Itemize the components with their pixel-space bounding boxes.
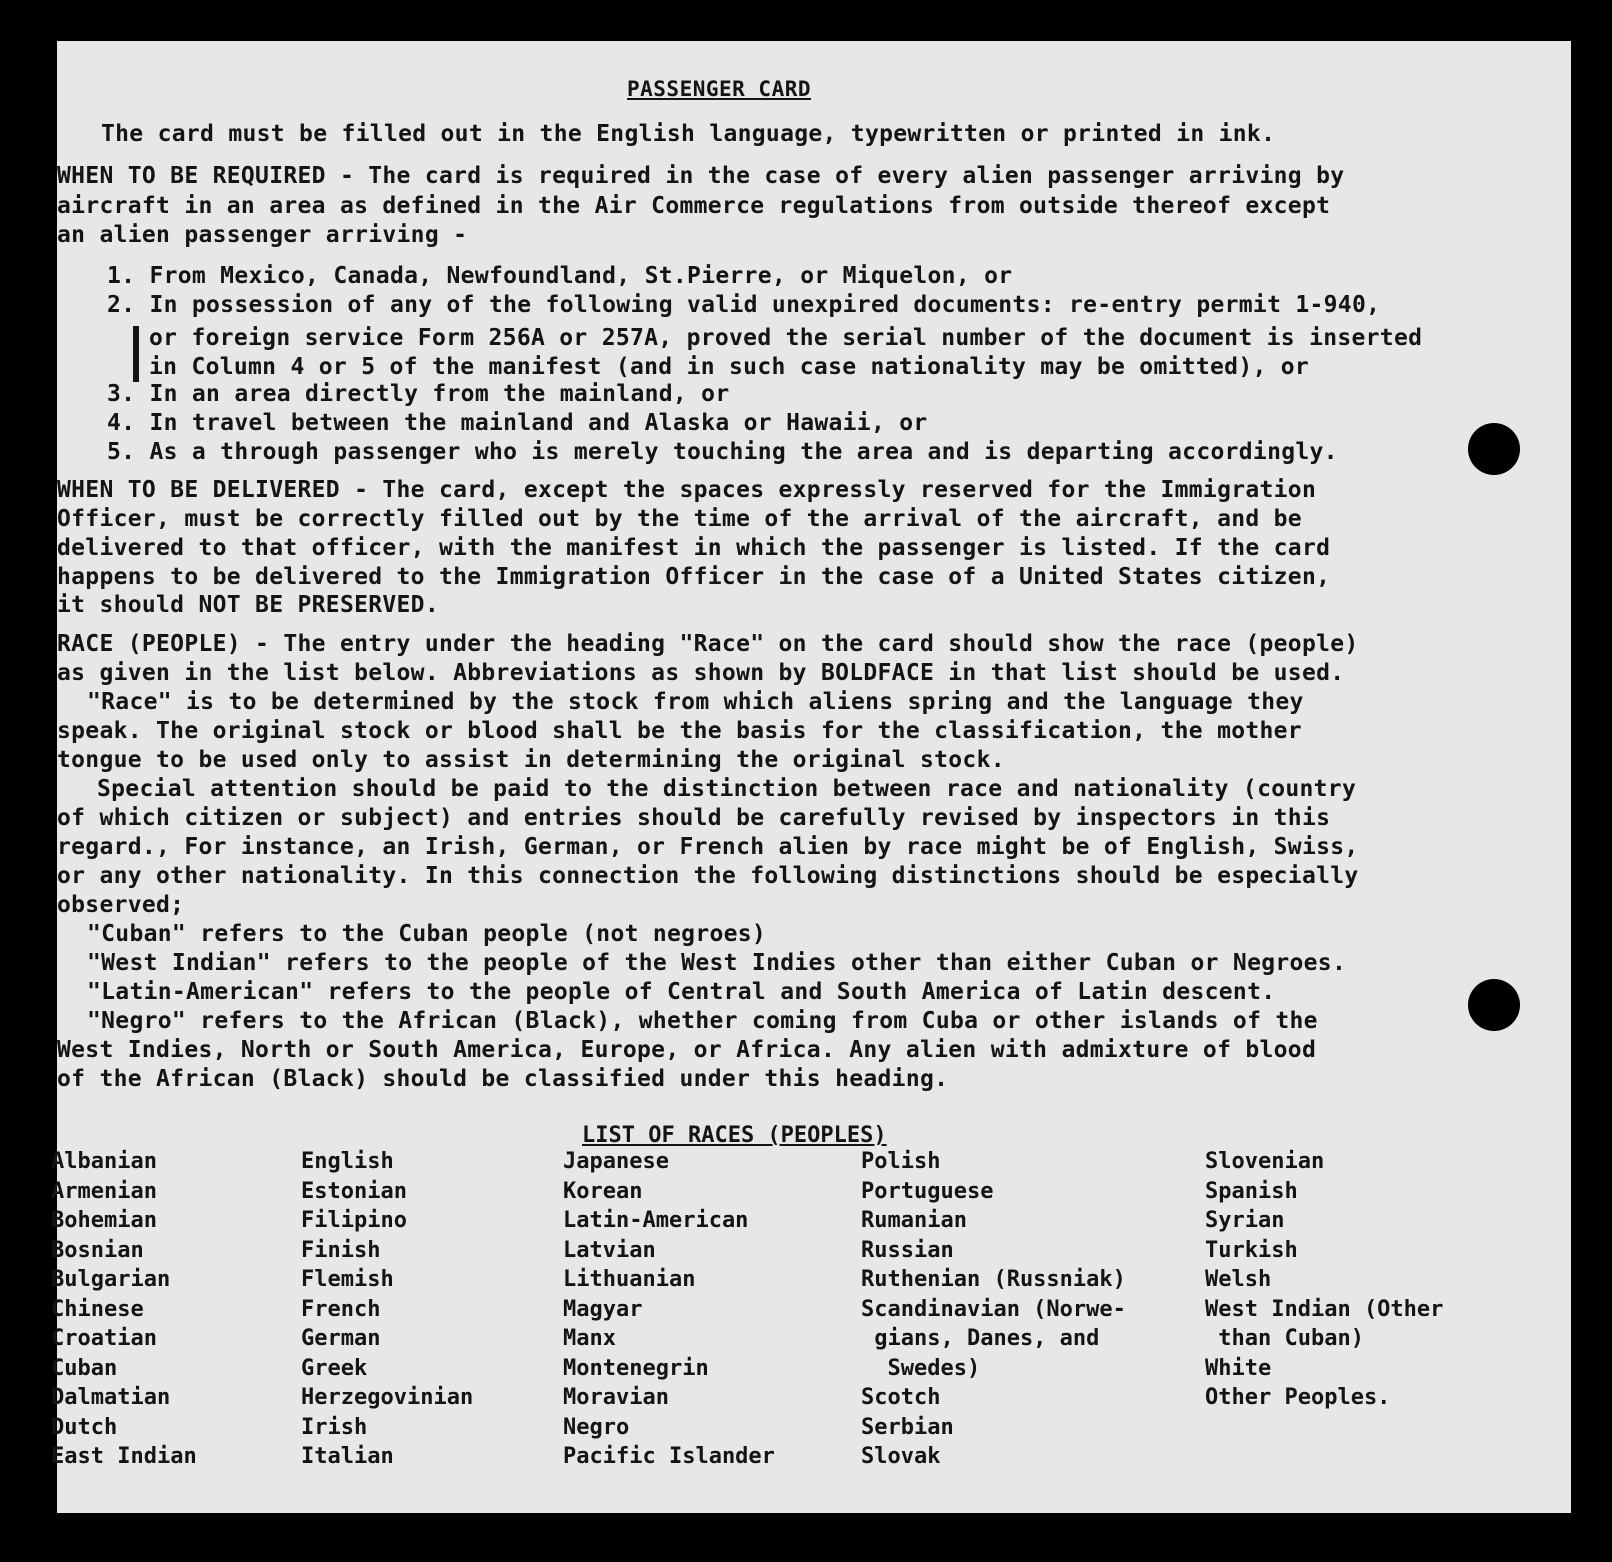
race-item: Cuban (51, 1355, 118, 1381)
race-line: of the African (Black) should be classified under this heading. (57, 1066, 949, 1092)
race-item: Finish (301, 1237, 381, 1263)
race-line: West Indies, North or South America, Europe, or Africa. Any alien with admixture of blood (57, 1037, 1317, 1063)
when-required-line: an alien passenger arriving - (57, 222, 468, 248)
race-line: "Cuban" refers to the Cuban people (not negroes) (87, 921, 767, 947)
race-line: observed; (57, 892, 185, 918)
race-item: Russian (861, 1237, 954, 1263)
race-line: as given in the list below. Abbreviations as shown by BOLDFACE in that list should be used. (57, 660, 1345, 686)
races-column-5 (1205, 1147, 1443, 1413)
race-item: Montenegrin (563, 1355, 709, 1381)
race-line: regard., For instance, an Irish, German, or French alien by race might be of English, Swiss, (57, 834, 1359, 860)
race-item: West Indian (Other (1205, 1296, 1444, 1322)
race-item: Manx (563, 1326, 616, 1351)
race-item: Latvian (563, 1237, 656, 1263)
race-item: Scandinavian (Norwe- (861, 1296, 1126, 1322)
race-item: Other Peoples. (1205, 1385, 1391, 1410)
races-column-2 (301, 1147, 473, 1472)
list-of-races-title: LIST OF RACES (PEOPLES) (582, 1123, 887, 1148)
race-item: Pacific Islander (563, 1444, 775, 1469)
race-item: Serbian (861, 1414, 954, 1440)
race-item: Chinese (51, 1296, 144, 1322)
race-line: "Race" is to be determined by the stock from which aliens spring and the language they (87, 689, 1304, 715)
punch-hole (1468, 423, 1520, 475)
race-line: or any other nationality. In this connection the following distinctions should be especially (57, 863, 1359, 889)
race-item: Korean (563, 1178, 643, 1204)
race-item: Japanese (563, 1149, 669, 1174)
race-item: Scotch (861, 1385, 941, 1410)
race-line: Special attention should be paid to the distinction between race and nationality (country (97, 776, 1357, 802)
exception-item: 2. In possession of any of the following valid unexpired documents: re-entry permit 1-940, (107, 292, 1381, 318)
when-delivered-line: happens to be delivered to the Immigration Officer in the case of a United States citizen, (57, 564, 1331, 590)
exception-item: or foreign service Form 256A or 257A, proved the serial number of the document is inserted (149, 325, 1423, 351)
race-item: Magyar (563, 1296, 643, 1322)
race-line: "Negro" refers to the African (Black), whether coming from Cuba or other islands of the (87, 1008, 1318, 1034)
race-line: "Latin-American" refers to the people of Central and South America of Latin descent. (87, 979, 1276, 1005)
race-item: French (301, 1296, 381, 1322)
race-item: gians, Danes, and (861, 1326, 1100, 1351)
race-item: Welsh (1205, 1267, 1272, 1292)
race-item: Bosnian (51, 1237, 144, 1263)
race-item: Ruthenian (Russniak) (861, 1267, 1126, 1292)
races-column-3 (563, 1147, 775, 1472)
race-item: White (1205, 1355, 1272, 1381)
race-item: Syrian (1205, 1208, 1285, 1233)
race-item: Dutch (51, 1414, 118, 1440)
race-line: "West Indian" refers to the people of the West Indies other than either Cuban or Negroes. (87, 950, 1347, 976)
race-item: Turkish (1205, 1237, 1298, 1263)
exception-item: 5. As a through passenger who is merely touching the area and is departing accordingly. (107, 439, 1338, 465)
race-line: tongue to be used only to assist in determining the original stock. (57, 747, 1005, 773)
race-item: Albanian (51, 1149, 157, 1174)
when-delivered-line: delivered to that officer, with the manifest in which the passenger is listed. If the card (57, 535, 1331, 561)
race-item: Bulgarian (51, 1267, 171, 1292)
race-item: Irish (301, 1414, 368, 1440)
margin-bracket (133, 326, 139, 382)
race-item: Rumanian (861, 1208, 967, 1233)
race-item: Herzegovinian (301, 1385, 474, 1410)
race-item: English (301, 1149, 394, 1174)
race-item: Flemish (301, 1267, 394, 1292)
race-item: Filipino (301, 1208, 407, 1233)
race-item: Italian (301, 1444, 394, 1469)
race-item: Dalmatian (51, 1385, 171, 1410)
exception-item: 3. In an area directly from the mainland, or (107, 381, 730, 407)
race-item: Estonian (301, 1178, 407, 1204)
race-item: German (301, 1326, 381, 1351)
race-line: speak. The original stock or blood shall be the basis for the classification, the mother (57, 718, 1302, 744)
race-item: Greek (301, 1355, 368, 1381)
race-item: than Cuban) (1205, 1326, 1364, 1351)
race-line: of which citizen or subject) and entries should be carefully revised by inspectors in this (57, 805, 1331, 831)
when-delivered-line: Officer, must be correctly filled out by the time of the arrival of the aircraft, and be (57, 506, 1302, 532)
when-delivered-line: WHEN TO BE DELIVERED - The card, except the spaces expressly reserved for the Immigration (57, 477, 1317, 503)
intro-text: The card must be filled out in the English language, typewritten or printed in ink. (101, 121, 1276, 147)
race-line: RACE (PEOPLE) - The entry under the heading "Race" on the card should show the race (people) (57, 631, 1359, 657)
punch-hole (1468, 979, 1520, 1031)
document-title: PASSENGER CARD (627, 77, 812, 101)
race-item: Spanish (1205, 1178, 1298, 1204)
when-required-line: WHEN TO BE REQUIRED - The card is required in the case of every alien passenger arriving by (57, 163, 1345, 189)
race-item: Polish (861, 1149, 941, 1174)
exception-item: 4. In travel between the mainland and Alaska or Hawaii, or (107, 410, 928, 436)
race-item: Negro (563, 1414, 630, 1440)
race-item: Slovak (861, 1444, 941, 1469)
when-delivered-line: it should NOT BE PRESERVED. (57, 592, 439, 618)
race-item: Moravian (563, 1385, 669, 1410)
when-required-line: aircraft in an area as defined in the Air Commerce regulations from outside thereof except (57, 193, 1331, 219)
races-column-1 (51, 1147, 197, 1472)
exception-item: 1. From Mexico, Canada, Newfoundland, St.Pierre, or Miquelon, or (107, 263, 1013, 289)
exception-item: in Column 4 or 5 of the manifest (and in such case nationality may be omitted), or (149, 354, 1310, 380)
race-item: Armenian (51, 1178, 157, 1204)
race-item: East Indian (51, 1444, 197, 1469)
race-item: Portuguese (861, 1178, 994, 1204)
races-column-4 (861, 1147, 1126, 1472)
race-item: Lithuanian (563, 1267, 696, 1292)
race-item: Slovenian (1205, 1149, 1325, 1174)
race-item: Swedes) (861, 1355, 981, 1381)
race-item: Latin-American (563, 1208, 749, 1233)
race-item: Croatian (51, 1326, 157, 1351)
passenger-card-document (51, 41, 1571, 1513)
race-item: Bohemian (51, 1208, 157, 1233)
